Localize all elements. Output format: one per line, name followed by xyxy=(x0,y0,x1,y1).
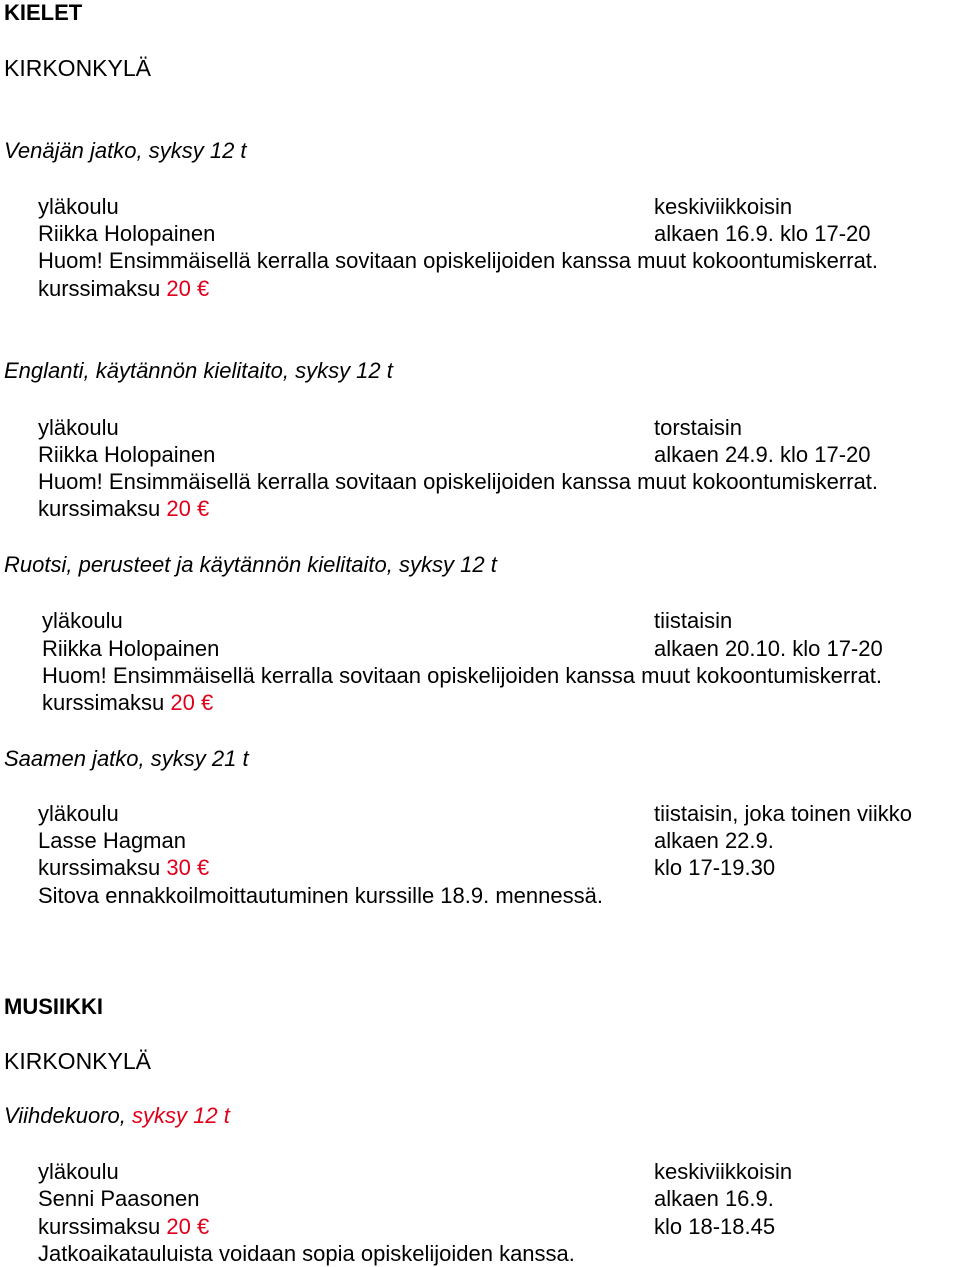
area-heading: KIRKONKYLÄ xyxy=(4,55,151,81)
fee-label: kurssimaksu xyxy=(38,276,161,301)
course-note: Huom! Ensimmäisellä kerralla sovitaan opiskelijoiden kanssa muut kokoontumiskerrat. xyxy=(38,469,879,494)
section-heading-kielet: KIELET xyxy=(4,0,83,25)
course-level: yläkoulu xyxy=(38,1159,119,1184)
course-title xyxy=(4,1105,230,1127)
course-level: yläkoulu xyxy=(38,194,119,219)
course-teacher: Lasse Hagman xyxy=(38,828,186,853)
course-title-main: Viihdekuoro, xyxy=(4,1103,126,1128)
section-heading-musiikki: MUSIIKKI xyxy=(4,994,103,1019)
course-level: yläkoulu xyxy=(38,801,119,826)
course-day: keskiviikkoisin xyxy=(654,1159,793,1184)
fee-value: 20 € xyxy=(170,690,214,715)
course-start: alkaen 24.9. klo 17-20 xyxy=(654,442,871,467)
course-start: alkaen 16.9. klo 17-20 xyxy=(654,221,871,246)
fee-label: kurssimaksu xyxy=(38,1214,161,1239)
course-teacher: Senni Paasonen xyxy=(38,1186,200,1211)
course-note: Huom! Ensimmäisellä kerralla sovitaan opiskelijoiden kanssa muut kokoontumiskerrat. xyxy=(42,663,883,688)
course-fee xyxy=(38,857,209,879)
course-title: Englanti, käytännön kielitaito, syksy 12 t xyxy=(4,358,393,383)
course-level: yläkoulu xyxy=(42,608,123,633)
fee-value: 30 € xyxy=(166,855,210,880)
course-fee xyxy=(38,1216,209,1238)
course-teacher: Riikka Holopainen xyxy=(38,221,216,246)
course-title: Ruotsi, perusteet ja käytännön kielitaito, syksy 12 t xyxy=(4,552,497,577)
course-level: yläkoulu xyxy=(38,415,119,440)
course-time: klo 18-18.45 xyxy=(654,1214,776,1239)
course-start: alkaen 20.10. klo 17-20 xyxy=(654,636,883,661)
fee-value: 20 € xyxy=(166,1214,210,1239)
course-title: Venäjän jatko, syksy 12 t xyxy=(4,138,247,163)
fee-label: kurssimaksu xyxy=(42,690,165,715)
course-time: klo 17-19.30 xyxy=(654,855,776,880)
course-teacher: Riikka Holopainen xyxy=(42,636,220,661)
course-fee xyxy=(42,692,213,714)
course-day: tiistaisin, joka toinen viikko xyxy=(654,801,913,826)
course-day: torstaisin xyxy=(654,415,743,440)
course-fee xyxy=(38,498,209,520)
fee-label: kurssimaksu xyxy=(38,496,161,521)
course-teacher: Riikka Holopainen xyxy=(38,442,216,467)
fee-value: 20 € xyxy=(166,496,210,521)
course-start: alkaen 16.9. xyxy=(654,1186,774,1211)
course-note: Huom! Ensimmäisellä kerralla sovitaan opiskelijoiden kanssa muut kokoontumiskerrat. xyxy=(38,248,879,273)
course-title: Saamen jatko, syksy 21 t xyxy=(4,746,249,771)
area-heading: KIRKONKYLÄ xyxy=(4,1048,151,1074)
course-title-term: syksy 12 t xyxy=(132,1103,230,1128)
fee-label: kurssimaksu xyxy=(38,855,161,880)
course-day: keskiviikkoisin xyxy=(654,194,793,219)
course-start: alkaen 22.9. xyxy=(654,828,774,853)
course-fee xyxy=(38,278,209,300)
course-note: Sitova ennakkoilmoittautuminen kurssille 18.9. mennessä. xyxy=(38,883,603,908)
course-day: tiistaisin xyxy=(654,608,733,633)
fee-value: 20 € xyxy=(166,276,210,301)
course-note: Jatkoaikatauluista voidaan sopia opiskelijoiden kanssa. xyxy=(38,1241,575,1266)
